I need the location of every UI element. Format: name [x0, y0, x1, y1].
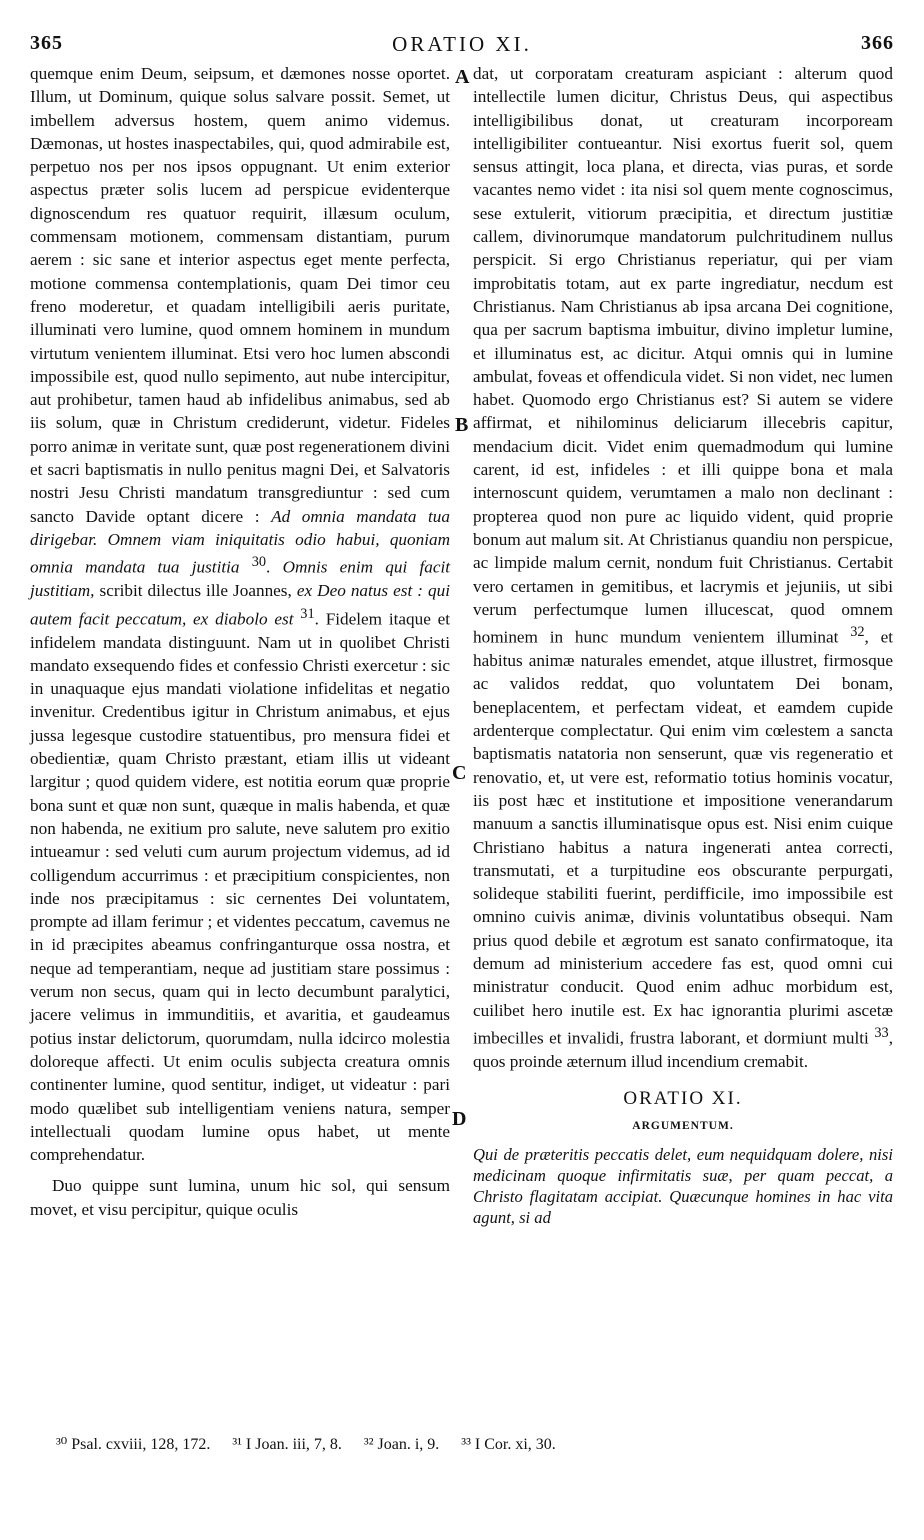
running-title: ORATIO XI. [392, 32, 532, 56]
footnote-ref-30: 30 [251, 554, 267, 571]
scripture-quote: ex Deo natus est : qui autem facit peccatum, ex diabolo est [30, 581, 451, 629]
right-paragraph-1: dat, ut corporatam creaturam aspiciant : alterum quod intellectile lumen dicitur, Christus Deus, qui aspectibus intelligibilibus donat, ut creaturam incorpoream intelligibiliter contueantur. Nisi exortus fuerit sol, quem sensus attingit, loca plana, et directa, vias puras, et sorde vacantes nemo videt : ita nisi sol quem mente cognoscimus, sese extulerit, vitiorum præcipitia, et directum justitiæ callem, divinorumque mandatorum pulchritudinem nullus perspicit. Si ergo Christianus reperiatur, qui per viam improbitatis totam, aut ex parte ingrediatur, necdum est Christianus. Nam Christianus ab ipsa arcana Dei cognitione, qua per sacrum baptisma imbuitur, divino impletur lumine, et illuminatus est, ac dicitur. Atqui omnis qui in lumine ambulat, foveas et offendicula videt. Si non videt, nec lumen habet. Quomodo ergo Christianus est? Si autem se videre affirmat, et nihilominus deliciarum illecebris capitur, mendacium dicit. Videt enim quemadmodum qui lumine carent, id est, infideles : et illi quippe bona et mala internoscunt quidem, verumtamen a malo non declinant : propterea quod non pure ac liquido vident, quid proprie bonum aut malum sit. At Christianus quandiu non perspicue, ac limpide malum cernit, nondum fuit Christianus. Certabit vero certamen in gemitibus, et lacrymis et jejuniis, ut sibi verum perfectumque lumen illucescat, quod omnem hominem in hunc mundum venientem illuminat $^{32}$, et habitus animæ naturales emendet, atque illustret, firmosque ac validos reddat, quo voluntatem Dei bonam, beneplacentem, et perfectam videat, et eamdem cupide ardenterque complectatur. Qui enim vim cœlestem a sancta baptismatis natatoria non senserunt, quæ vis regeneratio et renovatio, et, ut vere est, reformatio totius hominis vocatur, iis post hæc et institutione et impositione venerandarum manuum a sanctis illuminatisque opus est. Nisi enim cuique Christiano habitus a natura ingenerati antea correcti, transmutati, et a turpitudine eos obscurante perpurgati, solideque stabiliti fuerint, perdifficile, imo impossibile est omnino cuivis animæ, divinis voluntatibus obsequi. Nam prius quod debile et ægrotum est sanato confirmatoque, ita demum ad ministerium accedere fas est, quod omni cui ministratur conducit. Quod enim adhuc morbidum est, cuilibet hero inutile est. Ex hac ignorantia plurimi ascetæ imbecilles et invalidi, frustra laborant, et dormiunt multi $^{33}$, quos proinde æternum illud incendium cremabit. [473, 64, 894, 1071]
scripture-quote: Omnis enim qui facit justitiam, [30, 557, 451, 601]
margin-marker-d: D [452, 1108, 467, 1130]
margin-marker-a: A [455, 66, 470, 88]
left-column [30, 62, 450, 1221]
footnote-30: ³⁰ Psal. cxviii, 128, 172. [56, 1436, 211, 1453]
footnote-ref-32: 32 [850, 624, 865, 641]
margin-marker-c: C [452, 762, 467, 784]
footnote-33: ³³ I Cor. xi, 30. [461, 1436, 556, 1453]
footnote-31: ³¹ I Joan. iii, 7, 8. [232, 1436, 342, 1453]
page-header [30, 32, 894, 58]
section-title: ORATIO XI. [623, 1088, 743, 1110]
right-column [473, 62, 893, 1228]
page-number-left: 365 [30, 32, 63, 54]
scripture-quote: Ad omnia mandata tua dirigebar. Omnem viam iniquitatis odio habui, quoniam omnia mandata tua justitia [30, 506, 450, 577]
margin-marker-b: B [455, 414, 469, 436]
footnotes [56, 1434, 894, 1456]
footnote-32: ³² Joan. i, 9. [363, 1436, 440, 1453]
page-number-right: 366 [861, 32, 894, 54]
left-paragraph-2: Duo quippe sunt lumina, unum hic sol, qui sensum movet, et visu percipitur, quique oculis [30, 1176, 450, 1219]
footnote-ref-31: 31 [300, 605, 315, 622]
argument-text: Qui de præteritis peccatis delet, eum nequidquam dolere, nisi medicinam quoque infirmitatis suæ, per quam peccat, a Christo flagitatam accipiat. Quæcunque homines in hac vita agunt, si ad [473, 1144, 893, 1227]
footnote-ref-33: 33 [874, 1024, 889, 1041]
section-subtitle: ARGUMENTUM. [632, 1119, 734, 1132]
left-paragraph-1: quemque enim Deum, seipsum, et dæmones nosse oportet. Illum, ut Dominum, quique solus salvare possit. Semet, ut imbellem adversus hostem, quem animo videmus. Dæmonas, ut hostes inaspectabiles, qui, quod admirabile est, perpetuo nos per nos ipsos oppugnant. Ut enim exterior aspectus præter solis lucem ad perspicue evidenterque dignoscendum res quatuor requirit, illæsum oculum, commensam motionem, commensam distantiam, purum aerem : sic sane et interior aspectus eget mente perfecta, motione commensa contemplationis, quam Dei timor ceu freno moderetur, et quadam intelligibili aeris puritate, illuminati vero lumine, quod omnem hominem in mundum virtutum venientem illuminat. Etsi vero hoc lumen abscondi impossibile est, quod nullo sepimento, aut nube intercipitur, aut prohibetur, tamen haud ab infidelibus animabus, sed ab iis solum, quæ in Christum crediderunt, videtur. Fideles porro animæ in veritate sunt, quæ post regenerationem divini et sacri baptismatis in nullo penitus magni Dei, et Salvatoris nostri Jesu Christi mandatum transgrediuntur : sed cum sancto Davide optant dicere : Ad omnia mandata tua dirigebar. Omnem viam iniquitatis odio habui, quoniam omnia mandata tua justitia $^{30}$. Omnis enim qui facit justitiam, scribit dilectus ille Joannes, ex Deo natus est : qui autem facit peccatum, ex diabolo est $^{31}$. Fidelem itaque et infidelem mandata distinguunt. Nam ut in quolibet Christi mandato exsequendo fides et confessio Christi exercetur : sic in unaquaque ejus mandati violatione infidelitas et negatio invenitur. Credentibus igitur in Christum animabus, et ejus jussa legesque custodire statuentibus, pro mensura fidei et obedientiæ, quam Christo præstant, etiam illis ut videant largitur ; quod quidem videre, est notitia eorum quæ proprie bona sunt et quæ non sunt, quæque in malis habenda, et quæ non habenda, ne exitium pro salute, neve salutem pro exitio intueamur : sed veluti cum aurum projectum videmus, ad id colligendum accurrimus : et præcipitium conspicientes, non inde nos præcipitamus : sic cernentes Dei voluntatem, prompte ad illam ferimur ; et videntes peccatum, cavemus ne in id præcipites abeamus confringanturque ossa nostra, et neque ad temperantiam, neque ad justitiam stare possimus : verum non secus, quam qui in lecto decumbunt paralytici, jacere velimus in immunditiis, et avaritia, et gaudeamus potius instar delictorum, quorumdam, nulla idcirco molestia doloreque affecti. Ut enim oculis subjecta creatura omnis continenter lumine, quod sentitur, indiget, ut videatur : pari modo quælibet sub intelligentiam veniens natura, semper intellectuali quodam lumine opus habet, ut mente comprehendatur. [30, 64, 451, 1165]
